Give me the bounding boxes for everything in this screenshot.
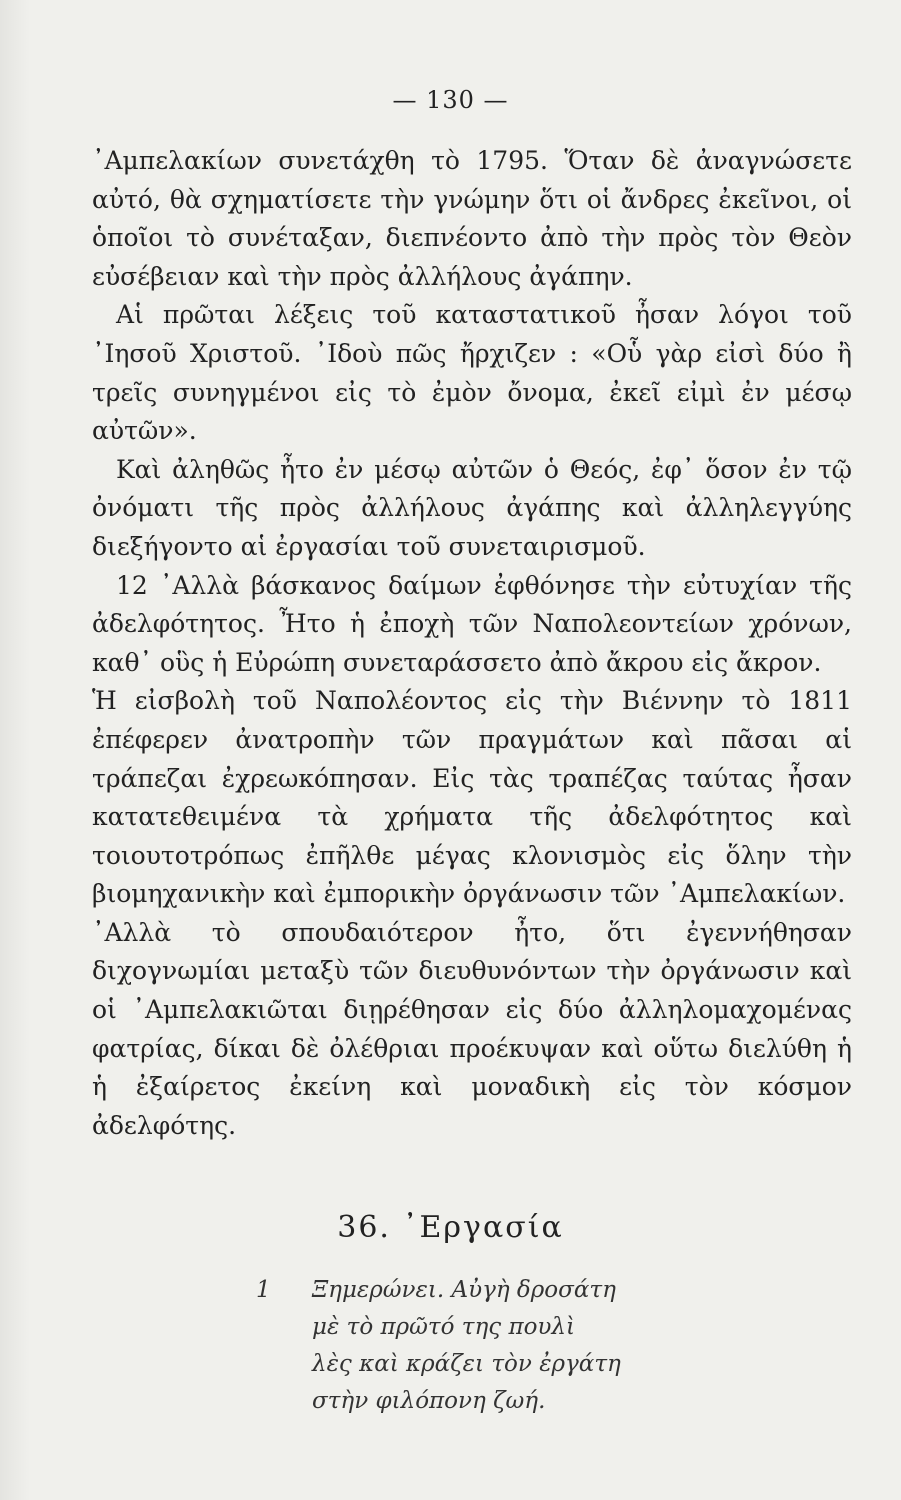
section-heading: 36. ᾿Εργασία <box>337 1210 564 1245</box>
paragraph: ᾿Αλλὰ τὸ σπουδαιότερον ἦτο, ὅτι ἐγεννήθησαν διχογνωμίαι μεταξὺ τῶν διευθυνόντων τὴν ὀργάνωσιν καὶ οἱ ᾿Αμπελακιῶται διῃρέθησαν εἰς δύο ἀλληλομαχομένας φατρίας, δίκαι δὲ ὀλέθριαι προέκυψαν καὶ οὕτω διελύθη ἡ ἡ ἐξαίρετος ἐκείνη καὶ μοναδικὴ εἰς τὸν κόσμον ἀδελφότης. <box>92 917 852 1140</box>
body-text <box>92 142 852 1145</box>
paragraph: Αἱ πρῶται λέξεις τοῦ καταστατικοῦ ἦσαν λόγοι τοῦ ᾿Ιησοῦ Χριστοῦ. ᾿Ιδοὺ πῶς ἤρχιζεν : «Οὗ γὰρ εἰσὶ δύο ἢ τρεῖς συνηγμένοι εἰς τὸ ἐμὸν ὄνομα, ἐκεῖ εἰμὶ ἐν μέσῳ αὐτῶν». <box>92 300 852 446</box>
page-number: — 130 — <box>392 86 509 114</box>
poem-line: μὲ τὸ πρῶτό της πουλὶ <box>312 1314 575 1340</box>
poem-line: Ξημερώνει. Αὐγὴ δροσάτη <box>312 1277 616 1303</box>
paragraph: ᾿Αμπελακίων συνετάχθη τὸ 1795. Ὅταν δὲ ἀναγνώσετε αὐτό, θὰ σχηματίσετε τὴν γνώμην ὅτι οἱ ἄνδρες ἐκεῖνοι, οἱ ὁποῖοι τὸ συνέταξαν, διεπνέοντο ἀπὸ τὴν πρὸς τὸν Θεὸν εὐσέβειαν καὶ τὴν πρὸς ἀλλήλους ἀγάπην. <box>92 146 852 291</box>
poem-line: λὲς καὶ κράζει τὸν ἐργάτη <box>312 1351 621 1377</box>
paragraph: 12 ᾿Αλλὰ βάσκανος δαίμων ἐφθόνησε τὴν εὐτυχίαν τῆς ἀδελφότητος. Ἦτο ἡ ἐποχὴ τῶν Ναπολεοντείων χρόνων, καθ᾿ οὓς ἡ Εὐρώπη συνεταράσσετο ἀπὸ ἄκρου εἰς ἄκρον. <box>92 570 852 677</box>
stanza-number: 1 <box>256 1277 271 1303</box>
paragraph: Ἡ εἰσβολὴ τοῦ Ναπολέοντος εἰς τὴν Βιέννην τὸ 1811 ἐπέφερεν ἀνατροπὴν τῶν πραγμάτων καὶ πᾶσαι αἱ τράπεζαι ἐχρεωκόπησαν. Εἰς τὰς τραπέζας ταύτας ἦσαν κατατεθειμένα τὰ χρήματα τῆς ἀδελφότητος καὶ τοιουτοτρόπως ἐπῆλθε μέγας κλονισμὸς εἰς ὅλην τὴν βιομηχανικὴν καὶ ἐμπορικὴν ὀργάνωσιν τῶν ᾿Αμπελακίων. <box>92 686 852 909</box>
poem-line: στὴν φιλόπονη ζωή. <box>312 1388 546 1414</box>
poem-lines <box>312 1272 772 1420</box>
paragraph: Καὶ ἀληθῶς ἦτο ἐν μέσῳ αὐτῶν ὁ Θεός, ἐφ᾿ ὅσον ἐν τῷ ὀνόματι τῆς πρὸς ἀλλήλους ἀγάπης καὶ ἀλληλεγγύης διεξήγοντο αἱ ἐργασίαι τοῦ συνεταιρισμοῦ. <box>92 454 852 561</box>
